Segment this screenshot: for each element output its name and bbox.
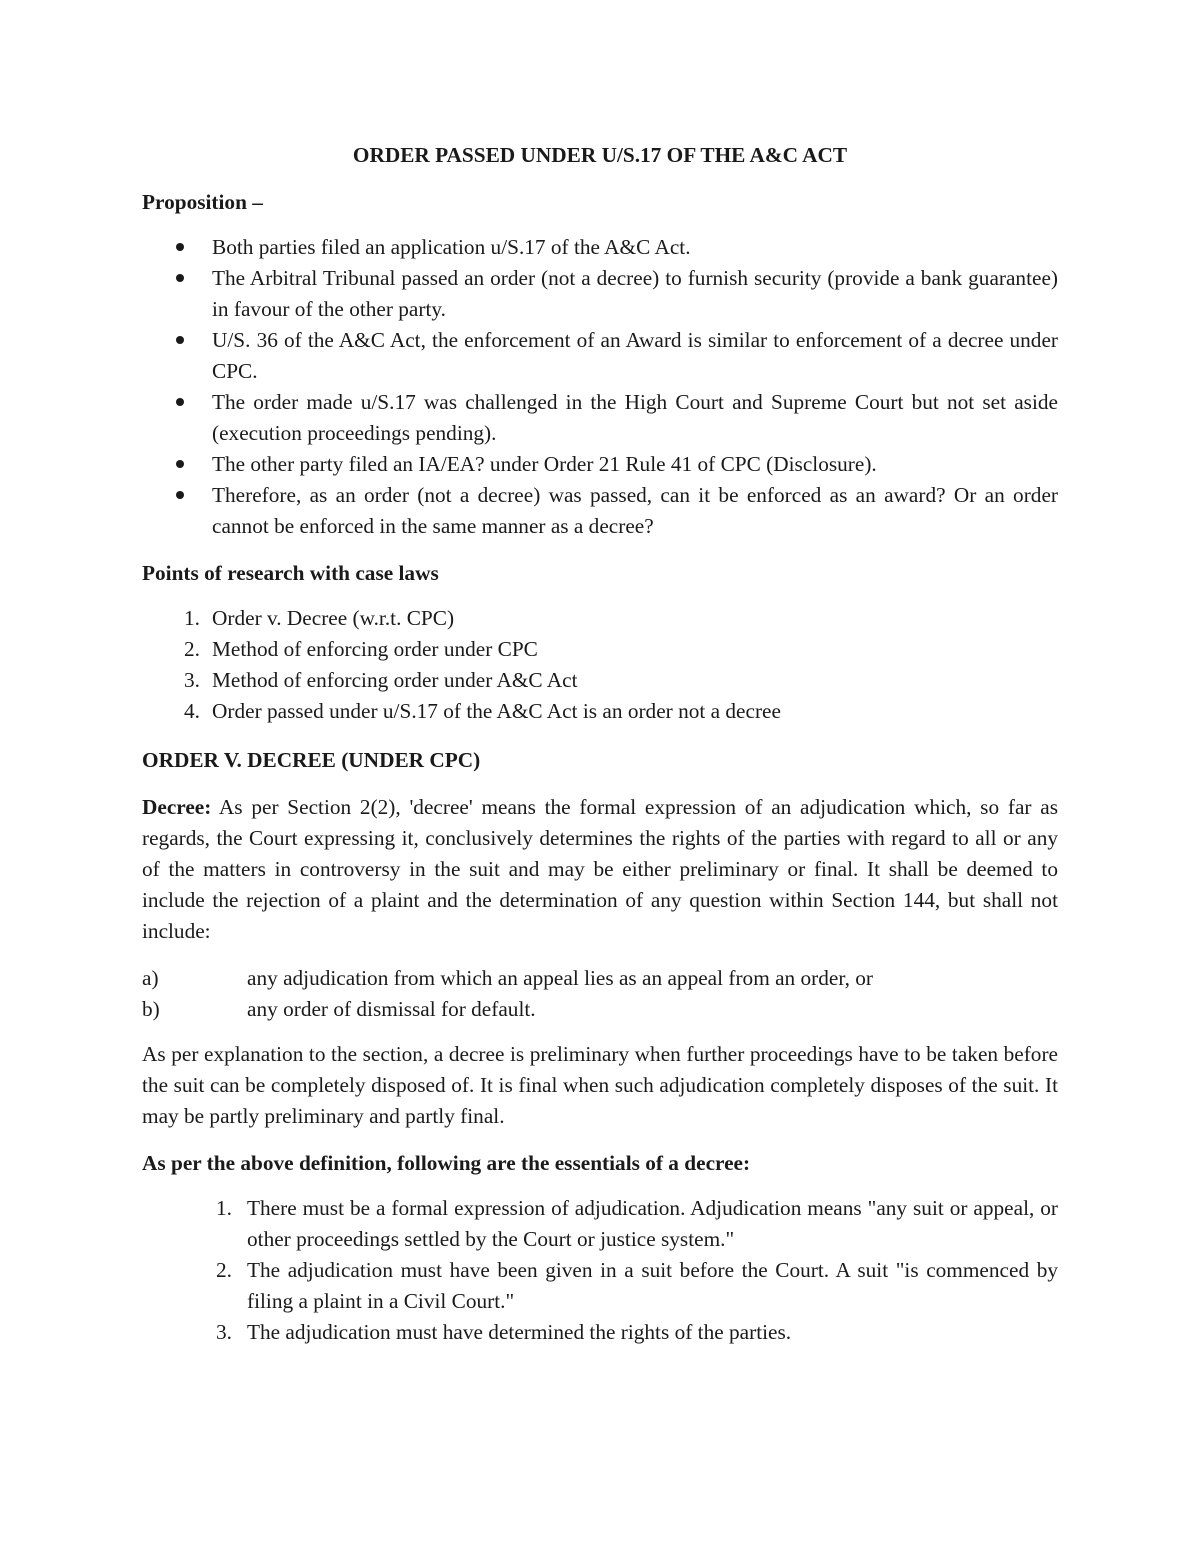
- list-item: b) any order of dismissal for default.: [142, 994, 1058, 1025]
- research-list: [142, 603, 1058, 727]
- list-item: Therefore, as an order (not a decree) was passed, can it be enforced as an award? Or an order cannot be enforced in the same manner as a decree?: [142, 480, 1058, 542]
- list-item: 1. Order v. Decree (w.r.t. CPC): [142, 603, 1058, 634]
- research-heading: Points of research with case laws: [142, 561, 439, 585]
- list-item: U/S. 36 of the A&C Act, the enforcement of an Award is similar to enforcement of a decree under CPC.: [142, 325, 1058, 387]
- decree-label: Decree:: [142, 795, 212, 819]
- list-number: 3.: [216, 1320, 232, 1344]
- proposition-heading: Proposition –: [142, 190, 263, 214]
- list-item: The order made u/S.17 was challenged in the High Court and Supreme Court but not set aside (execution proceedings pending).: [142, 387, 1058, 449]
- list-number: 4.: [184, 699, 200, 723]
- list-item: 2. Method of enforcing order under CPC: [142, 634, 1058, 665]
- proposition-list: [142, 232, 1058, 542]
- bullet-icon: [176, 398, 184, 406]
- list-letter: a): [142, 966, 159, 990]
- bullet-icon: [176, 336, 184, 344]
- list-item: a) any adjudication from which an appeal lies as an appeal from an order, or: [142, 963, 1058, 994]
- list-number: 1.: [216, 1196, 232, 1220]
- bullet-icon: [176, 274, 184, 282]
- list-item: Both parties filed an application u/S.17 of the A&C Act.: [142, 232, 1058, 263]
- document-page: [142, 140, 1058, 1348]
- list-number: 1.: [184, 606, 200, 630]
- order-v-decree-heading: ORDER V. DECREE (UNDER CPC): [142, 748, 481, 772]
- list-item: 4. Order passed under u/S.17 of the A&C Act is an order not a decree: [142, 696, 1058, 727]
- list-item: The Arbitral Tribunal passed an order (not a decree) to furnish security (provide a bank guarantee) in favour of the other party.: [142, 263, 1058, 325]
- document-title: ORDER PASSED UNDER U/S.17 OF THE A&C ACT: [352, 143, 848, 167]
- explanation-paragraph: As per explanation to the section, a decree is preliminary when further proceedings have to be taken before the suit can be completely disposed of. It is final when such adjudication completely disposes of the suit. It may be partly preliminary and partly final.: [142, 1042, 1058, 1128]
- list-item: The other party filed an IA/EA? under Order 21 Rule 41 of CPC (Disclosure).: [142, 449, 1058, 480]
- bullet-icon: [176, 460, 184, 468]
- essentials-list: [142, 1193, 1058, 1348]
- list-item: 2. The adjudication must have been given in a suit before the Court. A suit "is commenced by filing a plaint in a Civil Court.": [142, 1255, 1058, 1317]
- list-letter: b): [142, 997, 160, 1021]
- bullet-icon: [176, 243, 184, 251]
- decree-exclusions-list: [142, 963, 1058, 1025]
- essentials-heading: As per the above definition, following are the essentials of a decree:: [142, 1151, 751, 1175]
- list-item: 3. The adjudication must have determined the rights of the parties.: [142, 1317, 1058, 1348]
- list-number: 2.: [216, 1258, 232, 1282]
- list-number: 2.: [184, 637, 200, 661]
- decree-definition: [142, 792, 1058, 947]
- decree-text: As per Section 2(2), 'decree' means the formal expression of an adjudication which, so far as regards, the Court expressing it, conclusively determines the rights of the parties with regard to all or any of the matters in controversy in the suit and may be either preliminary or final. It shall be deemed to include the rejection of a plaint and the determination of any question within Section 144, but shall not include:: [142, 795, 1058, 943]
- list-item: 1. There must be a formal expression of adjudication. Adjudication means "any suit or appeal, or other proceedings settled by the Court or justice system.": [142, 1193, 1058, 1255]
- list-item: 3. Method of enforcing order under A&C Act: [142, 665, 1058, 696]
- bullet-icon: [176, 491, 184, 499]
- list-number: 3.: [184, 668, 200, 692]
